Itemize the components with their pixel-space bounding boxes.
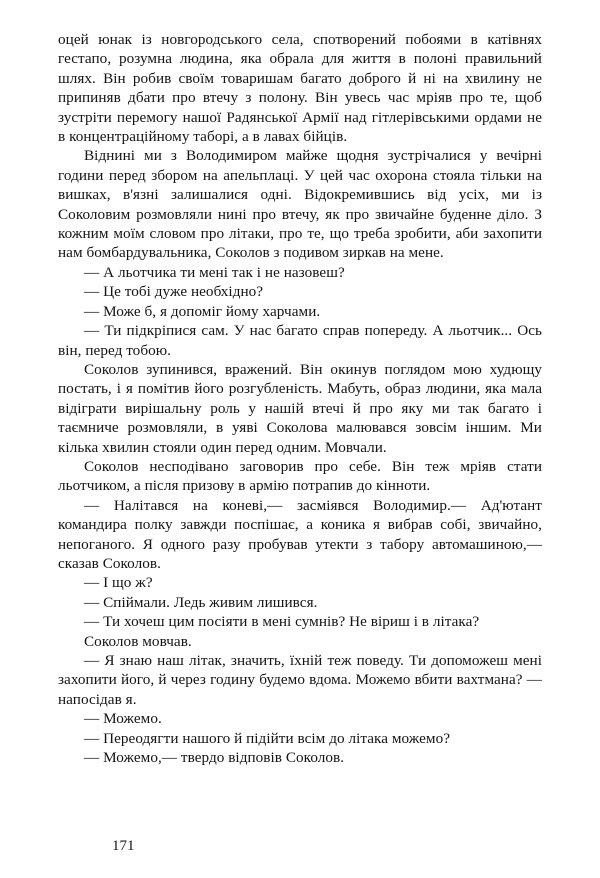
paragraph: оцей юнак із новгородського села, спотворений побоями в катівнях гестапо, розумна людина, яка обрала для життя в полоні правильний шлях. Він робив своїм товаришам багато доброго й ні на хвилину не припиняв дбати про втечу з полону. Він увесь час мріяв про те, щоб зустріти перемогу нашої Радянської Армії над гітлерівськими ордами не в концентраційному таборі, а в лавах бійців. <box>58 31 542 146</box>
dialogue-line: — Ти підкріпися сам. У нас багато справ попереду. А льотчик... Ось він, перед тобою. <box>58 322 542 359</box>
dialogue-line: — Переодягти нашого й підійти всім до літака можемо? <box>84 729 451 747</box>
paragraph: Соколов мовчав. <box>84 632 192 650</box>
dialogue-line: — І що ж? <box>84 574 153 592</box>
page-number: 171 <box>112 838 135 854</box>
dialogue-line: — Це тобі дуже необхідно? <box>84 283 264 301</box>
paragraph: Соколов несподівано заговорив про себе. Він теж мріяв стати льотчиком, а після призову в армію потрапив до кінноти. <box>58 457 542 495</box>
dialogue-line: — Можемо. <box>84 710 162 728</box>
dialogue-line: — Може б, я допоміг йому харчами. <box>84 302 321 320</box>
dialogue-line: — Налітався на коневі,— засміявся Володимир.— Ад'ютант командира полку завжди поспішає, а коника я вибрав собі, звичайно, непоганого. Я одного разу пробував утекти з табору автомашиною,— сказав Соколов. <box>58 496 542 572</box>
paragraph: Соколов зупинився, вражений. Він окинув поглядом мою худющу постать, і я помітив його розгубленість. Мабуть, образ людини, яка мала відіграти вирішальну роль у нашій втечі й про яку ми так багато і таємниче розмовляли, в уяві Соколова малювався зовсім іншим. Ми кілька хвилин стояли один перед одним. Мовчали. <box>58 360 542 456</box>
dialogue-line: — Можемо,— твердо відповів Соколов. <box>84 749 345 767</box>
dialogue-line: — Я знаю наш літак, значить, їхній теж поведу. Ти допоможеш мені захопити його, й через годину будемо вдома. Можемо вбити вахтмана? — напосідав я. <box>58 652 542 708</box>
book-page-text <box>58 30 542 767</box>
dialogue-line: — Спіймали. Ледь живим лишився. <box>84 593 318 611</box>
paragraph: Віднині ми з Володимиром майже щодня зустрічалися у вечірні години перед збором на апельплаці. У цей час охорона стояла тільки на вишках, в'язні залишалися одні. Відокремившись від усіх, ми із Соколовим розмовляли нині про втечу, як про звичайне буденне діло. З кожним моїм словом про літаки, про те, що треба зробити, аби захопити нам бомбардувальника, Соколов з подивом зиркав на мене. <box>58 147 542 262</box>
dialogue-line: — А льотчика ти мені так і не назовеш? <box>84 263 345 281</box>
dialogue-line: — Ти хочеш цим посіяти в мені сумнів? Не віриш і в літака? <box>84 613 480 631</box>
